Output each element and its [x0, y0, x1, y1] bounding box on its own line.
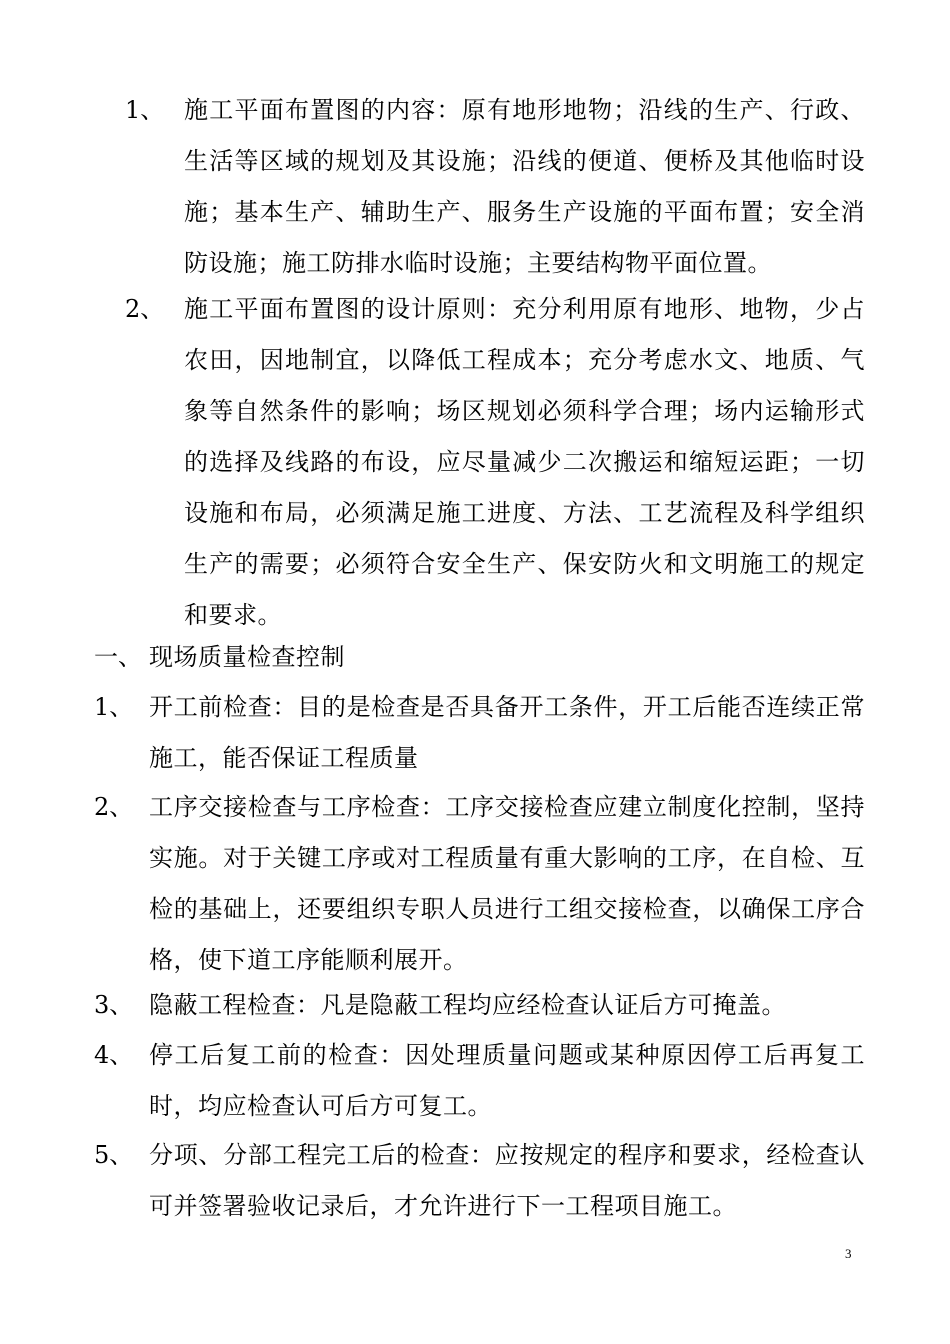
section-number: 一、 [94, 643, 142, 671]
list-item-number: 5、 [94, 1141, 134, 1169]
list-item-number: 2、 [125, 295, 165, 323]
section-title: 现场质量检查控制 [149, 643, 345, 671]
list-item-text: 施工平面布置图的设计原则：充分利用原有地形、地物，少占农田，因地制宜，以降低工程成本；充分考虑水文、地质、气象等自然条件的影响；场区规划必须科学合理；场内运输形式的选择及线路的布设，应尽量减少二次搬运和缩短运距；一切设施和布局，必须满足施工进度、方法、工艺流程及科学组织生产的需要；必须符合安全生产、保安防火和文明施工的规定和要求。 [184, 295, 865, 629]
page-number: 3 [845, 1246, 852, 1261]
list-item [94, 980, 865, 1031]
list-item-text: 隐蔽工程检查：凡是隐蔽工程均应经检查认证后方可掩盖。 [149, 991, 786, 1019]
list-item [94, 1130, 865, 1232]
list-item-number: 1、 [94, 693, 134, 721]
list-item-number: 4、 [94, 1041, 134, 1069]
list-item [94, 1030, 865, 1132]
list-item-text: 停工后复工前的检查：因处理质量问题或某种原因停工后再复工时，均应检查认可后方可复工。 [149, 1041, 865, 1120]
list-item-number: 3、 [94, 991, 134, 1019]
list-item-text: 分项、分部工程完工后的检查：应按规定的程序和要求，经检查认可并签署验收记录后，才允许进行下一工程项目施工。 [149, 1141, 865, 1220]
list-item-number: 2、 [94, 793, 134, 821]
list-item [94, 782, 865, 986]
list-item [125, 284, 865, 641]
list-item-text: 施工平面布置图的内容：原有地形地物；沿线的生产、行政、生活等区域的规划及其设施；沿线的便道、便桥及其他临时设施；基本生产、辅助生产、服务生产设施的平面布置；安全消防设施；施工防排水临时设施；主要结构物平面位置。 [184, 96, 865, 277]
list-item-number: 1、 [125, 96, 165, 124]
section-heading [94, 632, 865, 683]
list-item [94, 682, 865, 784]
list-item-text: 开工前检查：目的是检查是否具备开工条件，开工后能否连续正常施工，能否保证工程质量 [149, 693, 865, 772]
list-item [125, 85, 865, 289]
list-item-text: 工序交接检查与工序检查：工序交接检查应建立制度化控制，坚持实施。对于关键工序或对工程质量有重大影响的工序，在自检、互检的基础上，还要组织专职人员进行工组交接检查，以确保工序合格，使下道工序能顺利展开。 [149, 793, 865, 974]
